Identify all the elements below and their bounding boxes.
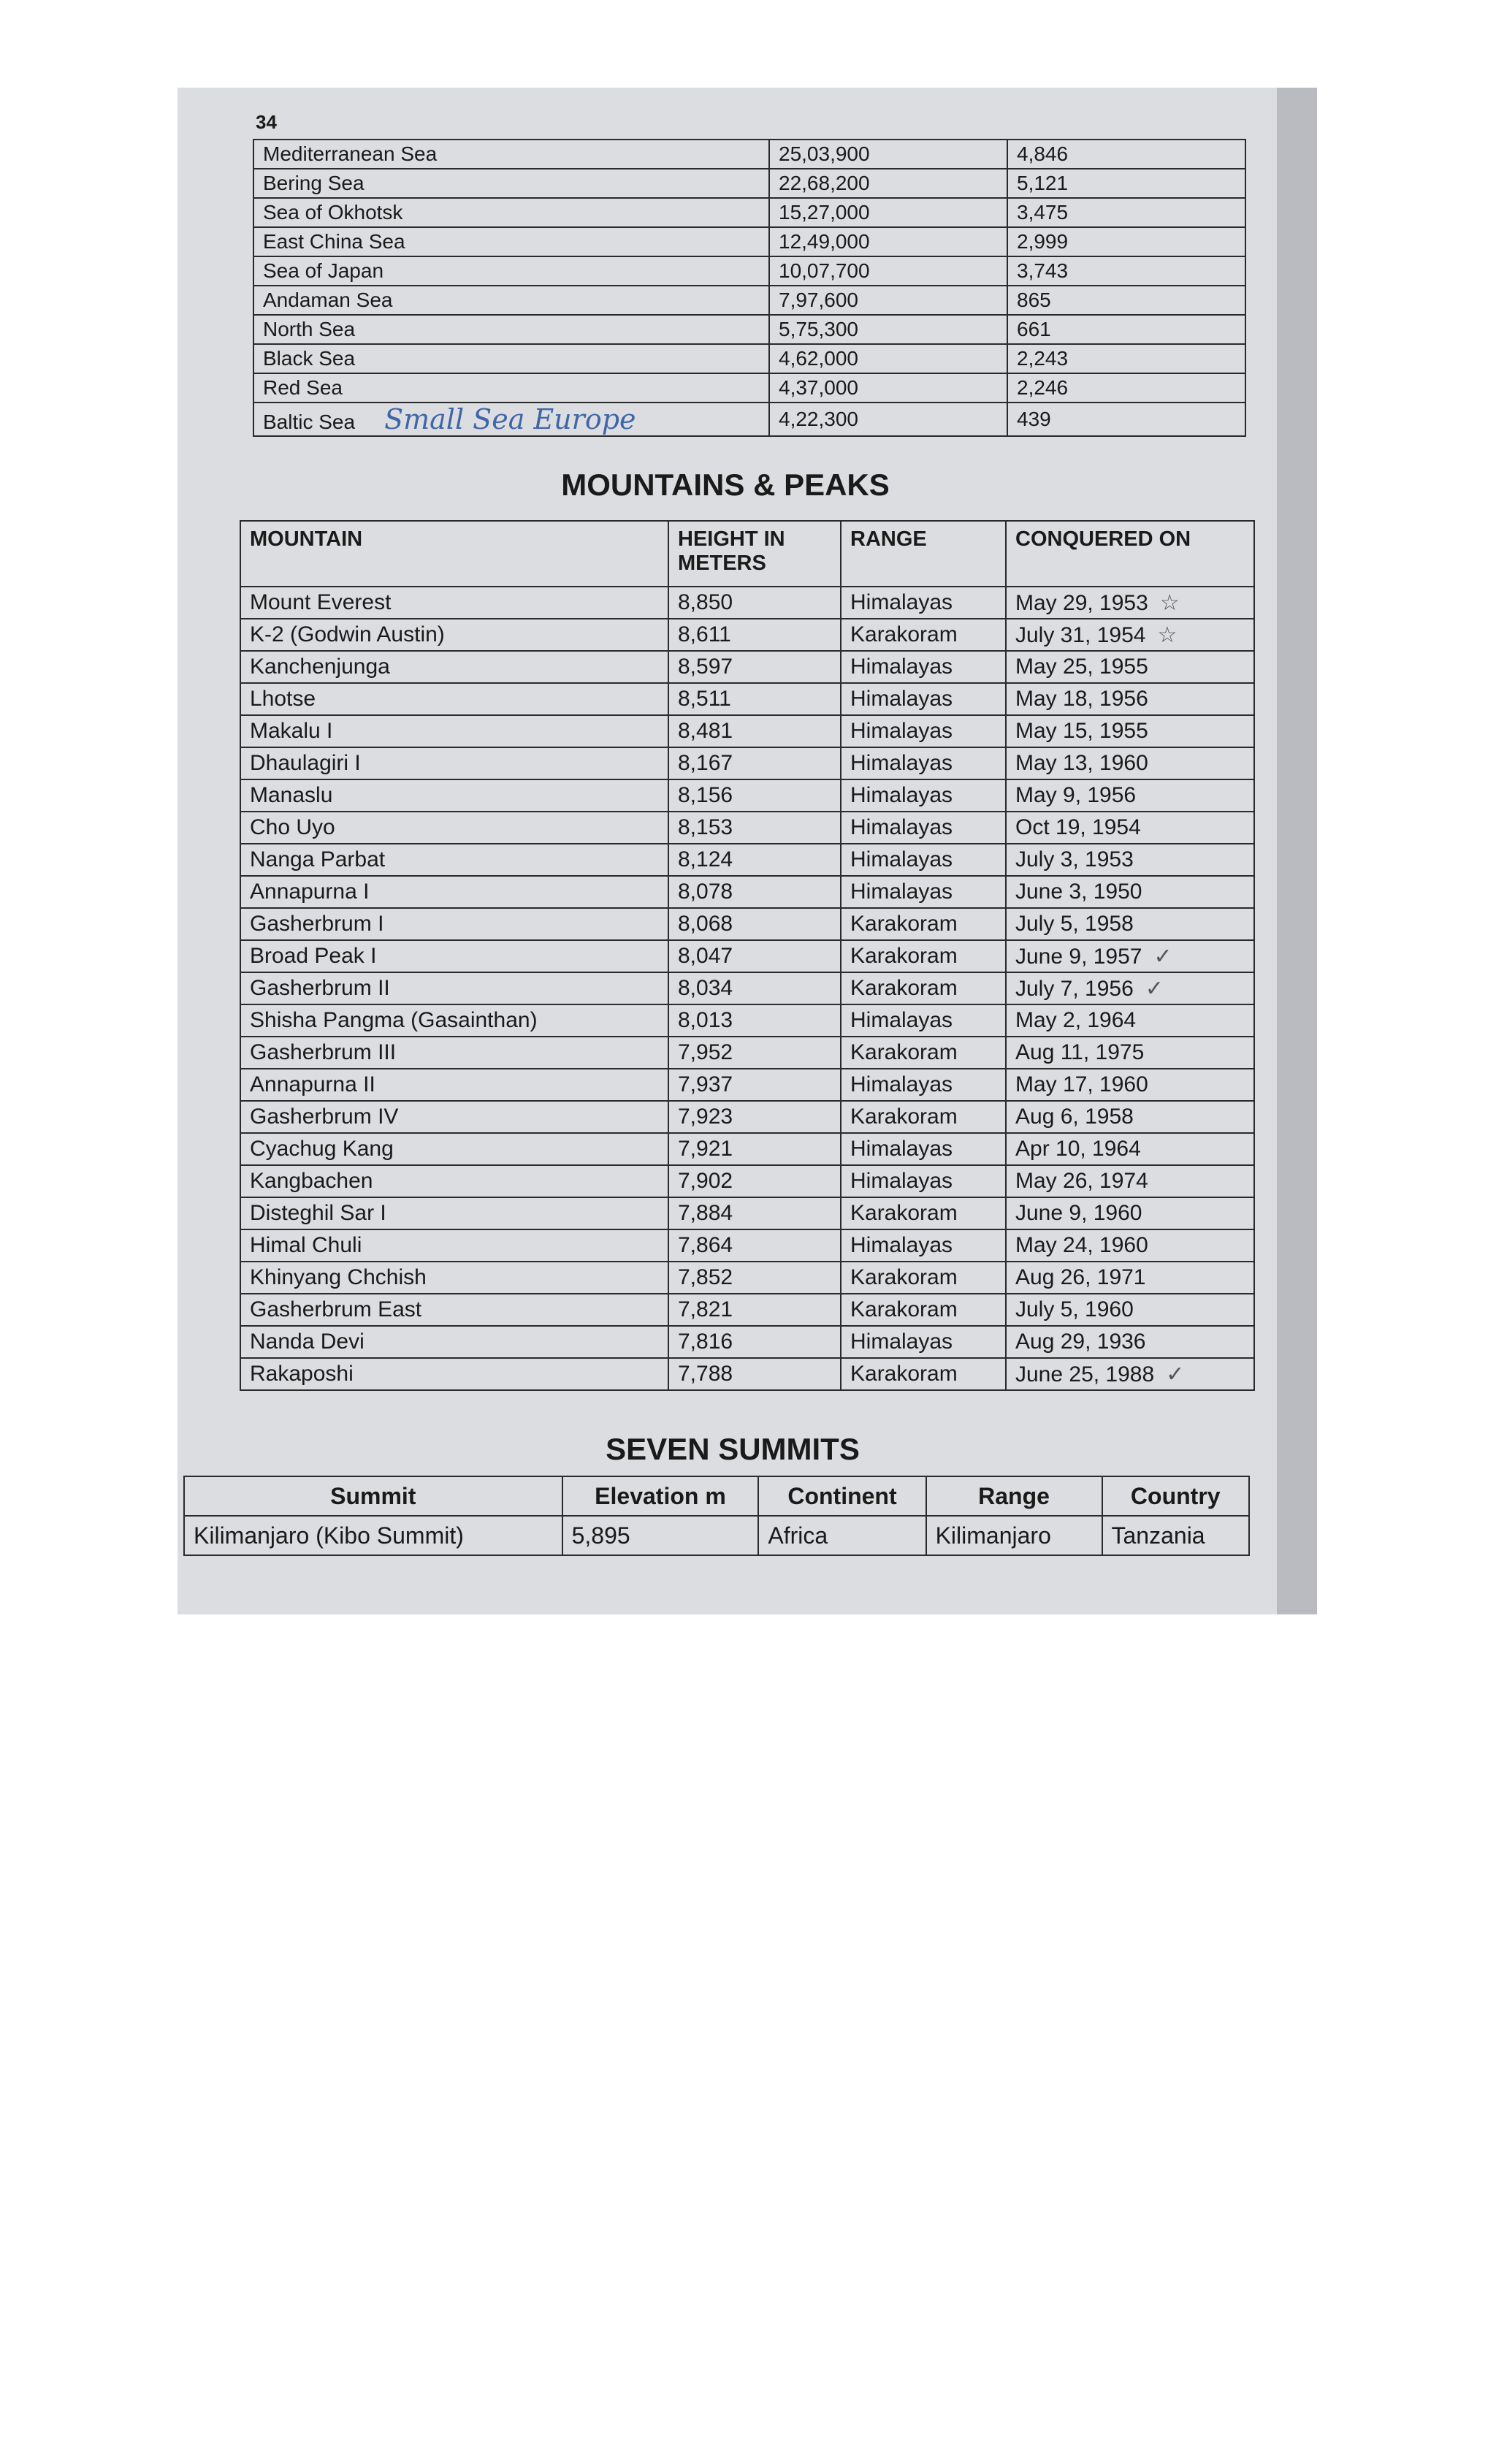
sea-depth: 439 xyxy=(1007,403,1245,436)
conquered-cell xyxy=(1006,876,1254,908)
sea-row xyxy=(253,403,1245,436)
header-height: HEIGHT IN METERS xyxy=(668,521,841,587)
sea-name-cell xyxy=(253,227,769,256)
sea-name-cell xyxy=(253,140,769,169)
conquered-date: May 24, 1960 xyxy=(1015,1233,1148,1257)
summit-row xyxy=(184,1516,1249,1555)
conquered-date: Apr 10, 1964 xyxy=(1015,1137,1141,1161)
mountain-height: 7,937 xyxy=(668,1069,841,1101)
mountain-row xyxy=(240,683,1254,715)
conquered-cell xyxy=(1006,1101,1254,1133)
mountain-name: Gasherbrum I xyxy=(240,908,668,940)
conquered-date: July 5, 1958 xyxy=(1015,912,1134,936)
header-elevation: Elevation m xyxy=(562,1476,759,1516)
mountain-row xyxy=(240,940,1254,972)
header-country: Country xyxy=(1102,1476,1250,1516)
mountain-height: 8,124 xyxy=(668,844,841,876)
mountain-row xyxy=(240,908,1254,940)
mountain-range: Himalayas xyxy=(841,651,1006,683)
mountain-row xyxy=(240,651,1254,683)
conquered-cell xyxy=(1006,908,1254,940)
handwritten-mark: ✓ xyxy=(1145,976,1164,1001)
conquered-date: Aug 6, 1958 xyxy=(1015,1105,1134,1129)
header-continent: Continent xyxy=(758,1476,926,1516)
page-number: 34 xyxy=(256,111,277,133)
mountain-name: Shisha Pangma (Gasainthan) xyxy=(240,1004,668,1037)
conquered-cell xyxy=(1006,1294,1254,1326)
sea-area: 10,07,700 xyxy=(769,256,1007,286)
mountains-title: MOUNTAINS & PEAKS xyxy=(561,468,890,502)
conquered-cell xyxy=(1006,1358,1254,1390)
mountain-range: Karakoram xyxy=(841,1101,1006,1133)
sea-name-cell xyxy=(253,373,769,403)
mountain-height: 7,884 xyxy=(668,1197,841,1229)
mountain-range: Himalayas xyxy=(841,715,1006,747)
mountain-height: 8,167 xyxy=(668,747,841,779)
mountain-name: K-2 (Godwin Austin) xyxy=(240,619,668,651)
conquered-cell xyxy=(1006,1037,1254,1069)
sea-area: 25,03,900 xyxy=(769,140,1007,169)
sea-row xyxy=(253,315,1245,344)
mountain-name: Khinyang Chchish xyxy=(240,1262,668,1294)
mountain-range: Himalayas xyxy=(841,1004,1006,1037)
conquered-cell xyxy=(1006,1165,1254,1197)
conquered-date: Aug 11, 1975 xyxy=(1015,1040,1145,1064)
conquered-date: June 9, 1960 xyxy=(1015,1201,1142,1225)
conquered-date: Oct 19, 1954 xyxy=(1015,815,1141,839)
conquered-date: May 17, 1960 xyxy=(1015,1072,1148,1096)
conquered-date: May 2, 1964 xyxy=(1015,1008,1137,1032)
sea-row xyxy=(253,140,1245,169)
sea-name: Mediterranean Sea xyxy=(263,142,438,165)
sea-name-cell xyxy=(253,344,769,373)
mountain-height: 7,821 xyxy=(668,1294,841,1326)
summit-elevation: 5,895 xyxy=(562,1516,759,1555)
mountain-row xyxy=(240,1326,1254,1358)
sea-name: Baltic Sea xyxy=(263,411,356,433)
mountain-name: Rakaposhi xyxy=(240,1358,668,1390)
mountain-range: Himalayas xyxy=(841,683,1006,715)
mountain-name: Manaslu xyxy=(240,779,668,812)
summits-title: SEVEN SUMMITS xyxy=(606,1432,860,1466)
conquered-cell xyxy=(1006,779,1254,812)
sea-depth: 5,121 xyxy=(1007,169,1245,198)
summits-table-body xyxy=(184,1516,1249,1555)
sea-row xyxy=(253,286,1245,315)
conquered-date: May 26, 1974 xyxy=(1015,1169,1148,1193)
conquered-date: May 25, 1955 xyxy=(1015,655,1148,679)
conquered-date: July 5, 1960 xyxy=(1015,1297,1134,1321)
conquered-date: Aug 26, 1971 xyxy=(1015,1265,1146,1289)
mountain-range: Karakoram xyxy=(841,1037,1006,1069)
sea-name: Andaman Sea xyxy=(263,289,393,311)
mountain-name: Cyachug Kang xyxy=(240,1133,668,1165)
mountain-range: Himalayas xyxy=(841,1229,1006,1262)
mountain-name: Gasherbrum II xyxy=(240,972,668,1004)
mountain-name: Kanchenjunga xyxy=(240,651,668,683)
conquered-date: May 15, 1955 xyxy=(1015,719,1148,743)
mountain-range: Himalayas xyxy=(841,587,1006,619)
conquered-date: May 29, 1953 xyxy=(1015,590,1148,615)
handwritten-mark: ✓ xyxy=(1166,1362,1185,1387)
mountain-name: Disteghil Sar I xyxy=(240,1197,668,1229)
mountain-range: Himalayas xyxy=(841,812,1006,844)
summits-header-row xyxy=(184,1476,1249,1516)
mountain-range: Himalayas xyxy=(841,1069,1006,1101)
mountain-height: 7,923 xyxy=(668,1101,841,1133)
header-summit: Summit xyxy=(184,1476,562,1516)
mountain-height: 8,481 xyxy=(668,715,841,747)
conquered-date: Aug 29, 1936 xyxy=(1015,1330,1146,1354)
conquered-cell xyxy=(1006,812,1254,844)
mountain-range: Himalayas xyxy=(841,1165,1006,1197)
conquered-cell xyxy=(1006,651,1254,683)
sea-area: 4,37,000 xyxy=(769,373,1007,403)
sea-name: Red Sea xyxy=(263,376,343,399)
mountain-height: 8,034 xyxy=(668,972,841,1004)
mountain-height: 7,952 xyxy=(668,1037,841,1069)
sea-depth: 661 xyxy=(1007,315,1245,344)
mountain-range: Karakoram xyxy=(841,1358,1006,1390)
mountain-name: Himal Chuli xyxy=(240,1229,668,1262)
handwritten-mark: ☆ xyxy=(1159,590,1180,615)
conquered-date: May 9, 1956 xyxy=(1015,783,1137,807)
sea-name-cell xyxy=(253,169,769,198)
conquered-date: June 9, 1957 xyxy=(1015,944,1142,969)
summits-table xyxy=(183,1476,1250,1556)
sea-name: North Sea xyxy=(263,318,356,340)
mountain-range: Himalayas xyxy=(841,747,1006,779)
conquered-date: July 31, 1954 xyxy=(1015,622,1146,647)
sea-name-cell xyxy=(253,315,769,344)
sea-name: Black Sea xyxy=(263,347,356,370)
sea-area: 15,27,000 xyxy=(769,198,1007,227)
mountain-height: 7,902 xyxy=(668,1165,841,1197)
conquered-cell xyxy=(1006,587,1254,619)
sea-name-cell xyxy=(253,198,769,227)
mountain-range: Karakoram xyxy=(841,1262,1006,1294)
mountain-name: Cho Uyo xyxy=(240,812,668,844)
sea-depth: 3,475 xyxy=(1007,198,1245,227)
sea-row xyxy=(253,373,1245,403)
sea-depth: 4,846 xyxy=(1007,140,1245,169)
mountain-row xyxy=(240,1004,1254,1037)
mountains-table-body xyxy=(240,587,1254,1390)
mountain-height: 8,850 xyxy=(668,587,841,619)
mountain-row xyxy=(240,1037,1254,1069)
mountain-name: Gasherbrum East xyxy=(240,1294,668,1326)
mountain-range: Himalayas xyxy=(841,844,1006,876)
conquered-date: May 13, 1960 xyxy=(1015,751,1148,775)
summit-range: Kilimanjaro xyxy=(926,1516,1102,1555)
conquered-cell xyxy=(1006,1326,1254,1358)
mountain-height: 7,816 xyxy=(668,1326,841,1358)
sea-depth: 3,743 xyxy=(1007,256,1245,286)
conquered-date: June 3, 1950 xyxy=(1015,880,1142,904)
mountain-row xyxy=(240,1358,1254,1390)
sea-area: 12,49,000 xyxy=(769,227,1007,256)
mountain-height: 7,852 xyxy=(668,1262,841,1294)
mountain-name: Mount Everest xyxy=(240,587,668,619)
mountain-name: Annapurna I xyxy=(240,876,668,908)
mountain-range: Himalayas xyxy=(841,779,1006,812)
sea-name: Bering Sea xyxy=(263,172,365,194)
mountains-header-row xyxy=(240,521,1254,587)
seas-table-body xyxy=(253,140,1245,436)
mountain-name: Broad Peak I xyxy=(240,940,668,972)
mountain-height: 8,013 xyxy=(668,1004,841,1037)
mountain-height: 8,153 xyxy=(668,812,841,844)
mountain-name: Annapurna II xyxy=(240,1069,668,1101)
conquered-cell xyxy=(1006,1197,1254,1229)
mountain-height: 7,864 xyxy=(668,1229,841,1262)
mountain-height: 8,611 xyxy=(668,619,841,651)
conquered-date: July 7, 1956 xyxy=(1015,976,1134,1001)
mountain-row xyxy=(240,747,1254,779)
mountain-name: Nanda Devi xyxy=(240,1326,668,1358)
handwritten-note: Small Sea Europe xyxy=(384,403,636,435)
conquered-cell xyxy=(1006,715,1254,747)
handwritten-mark: ☆ xyxy=(1157,622,1178,647)
mountain-range: Karakoram xyxy=(841,972,1006,1004)
mountain-range: Himalayas xyxy=(841,1326,1006,1358)
mountain-name: Nanga Parbat xyxy=(240,844,668,876)
sea-name: Sea of Okhotsk xyxy=(263,201,403,224)
mountain-row xyxy=(240,1165,1254,1197)
mountain-range: Karakoram xyxy=(841,619,1006,651)
mountain-range: Himalayas xyxy=(841,876,1006,908)
header-range: RANGE xyxy=(841,521,1006,587)
mountain-range: Karakoram xyxy=(841,908,1006,940)
mountain-row xyxy=(240,715,1254,747)
mountain-range: Himalayas xyxy=(841,1133,1006,1165)
mountain-height: 8,068 xyxy=(668,908,841,940)
mountain-name: Makalu I xyxy=(240,715,668,747)
mountain-row xyxy=(240,1294,1254,1326)
conquered-cell xyxy=(1006,972,1254,1004)
mountain-name: Gasherbrum IV xyxy=(240,1101,668,1133)
conquered-cell xyxy=(1006,940,1254,972)
conquered-cell xyxy=(1006,1229,1254,1262)
mountain-name: Lhotse xyxy=(240,683,668,715)
sea-name-cell xyxy=(253,403,769,436)
mountain-row xyxy=(240,1197,1254,1229)
sea-name-cell xyxy=(253,286,769,315)
conquered-cell xyxy=(1006,1133,1254,1165)
conquered-cell xyxy=(1006,1262,1254,1294)
conquered-date: May 18, 1956 xyxy=(1015,687,1148,711)
mountain-row xyxy=(240,1133,1254,1165)
seas-table xyxy=(253,139,1246,437)
mountain-row xyxy=(240,844,1254,876)
sea-row xyxy=(253,256,1245,286)
summit-continent: Africa xyxy=(758,1516,926,1555)
mountain-row xyxy=(240,587,1254,619)
mountain-row xyxy=(240,972,1254,1004)
sea-depth: 865 xyxy=(1007,286,1245,315)
header-mountain: MOUNTAIN xyxy=(240,521,668,587)
mountain-row xyxy=(240,1262,1254,1294)
summit-summit: Kilimanjaro (Kibo Summit) xyxy=(184,1516,562,1555)
conquered-cell xyxy=(1006,1069,1254,1101)
conquered-date: June 25, 1988 xyxy=(1015,1362,1155,1387)
conquered-cell xyxy=(1006,683,1254,715)
sea-depth: 2,246 xyxy=(1007,373,1245,403)
mountain-row xyxy=(240,1101,1254,1133)
sea-name: East China Sea xyxy=(263,230,405,253)
header-conquered: CONQUERED ON xyxy=(1006,521,1254,587)
mountain-height: 8,511 xyxy=(668,683,841,715)
sea-area: 5,75,300 xyxy=(769,315,1007,344)
mountain-name: Dhaulagiri I xyxy=(240,747,668,779)
page-shadow xyxy=(1277,88,1317,1614)
mountain-height: 7,788 xyxy=(668,1358,841,1390)
mountain-row xyxy=(240,1069,1254,1101)
sea-row xyxy=(253,344,1245,373)
sea-depth: 2,243 xyxy=(1007,344,1245,373)
mountain-row xyxy=(240,779,1254,812)
mountain-range: Karakoram xyxy=(841,1197,1006,1229)
mountain-range: Karakoram xyxy=(841,1294,1006,1326)
mountain-range: Karakoram xyxy=(841,940,1006,972)
mountain-row xyxy=(240,812,1254,844)
mountain-row xyxy=(240,619,1254,651)
mountain-height: 8,156 xyxy=(668,779,841,812)
sea-area: 7,97,600 xyxy=(769,286,1007,315)
conquered-cell xyxy=(1006,747,1254,779)
sea-area: 4,62,000 xyxy=(769,344,1007,373)
mountain-name: Kangbachen xyxy=(240,1165,668,1197)
mountain-height: 8,047 xyxy=(668,940,841,972)
sea-area: 4,22,300 xyxy=(769,403,1007,436)
sea-name: Sea of Japan xyxy=(263,259,384,282)
mountain-height: 8,078 xyxy=(668,876,841,908)
sea-name-cell xyxy=(253,256,769,286)
book-page-photo xyxy=(178,88,1317,1614)
sea-depth: 2,999 xyxy=(1007,227,1245,256)
mountain-row xyxy=(240,1229,1254,1262)
sea-area: 22,68,200 xyxy=(769,169,1007,198)
handwritten-mark: ✓ xyxy=(1153,944,1172,969)
mountain-height: 8,597 xyxy=(668,651,841,683)
mountains-table xyxy=(240,520,1255,1391)
summit-country: Tanzania xyxy=(1102,1516,1250,1555)
header-range: Range xyxy=(926,1476,1102,1516)
conquered-cell xyxy=(1006,844,1254,876)
conquered-cell xyxy=(1006,619,1254,651)
sea-row xyxy=(253,227,1245,256)
mountain-height: 7,921 xyxy=(668,1133,841,1165)
conquered-date: July 3, 1953 xyxy=(1015,847,1134,871)
conquered-cell xyxy=(1006,1004,1254,1037)
mountain-row xyxy=(240,876,1254,908)
sea-row xyxy=(253,169,1245,198)
mountain-name: Gasherbrum III xyxy=(240,1037,668,1069)
sea-row xyxy=(253,198,1245,227)
